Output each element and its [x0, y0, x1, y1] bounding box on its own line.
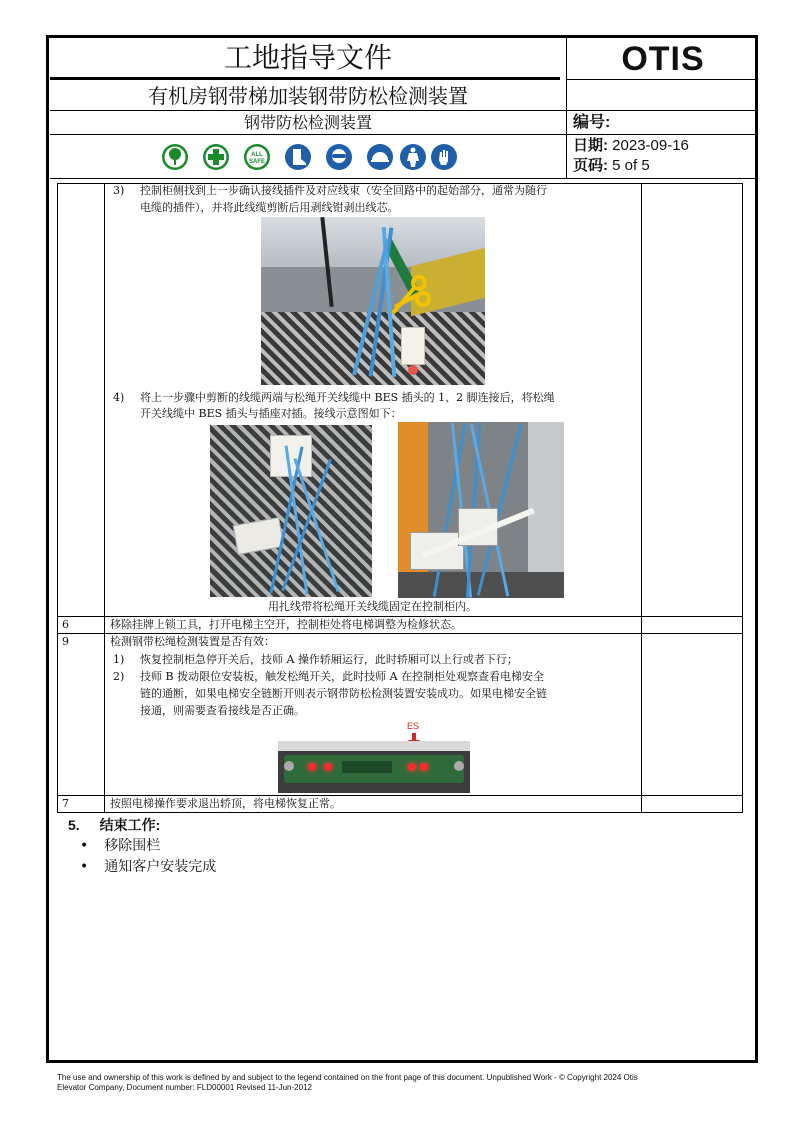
document-subtitle: 有机房钢带梯加装钢带防松检测装置	[148, 84, 468, 108]
row-7-number: 7	[62, 797, 69, 810]
section-5-bullet-list	[80, 836, 216, 878]
safety-goggles-icon	[325, 143, 353, 171]
date-value: 2023-09-16	[612, 137, 689, 154]
date-field	[573, 137, 689, 155]
svg-text:SAFE: SAFE	[248, 159, 266, 165]
row-9-sub-2-number: 2)	[113, 670, 125, 683]
environment-icon	[161, 143, 189, 171]
document-number-label: 编号:	[573, 114, 611, 131]
row-9-sub-2-line-1: 技师 B 拨动限位安装板，触发松绳开关，此时技师 A 在控制柜处观察查看电梯安全	[140, 670, 545, 683]
footer-line-2: Elevator Company, Document number: FLD00001 Revised 11-Jun-2012	[57, 1083, 312, 1092]
document-subtitle-2: 钢带防松检测装置	[243, 113, 372, 132]
section-5-title: 结束工作:	[99, 817, 161, 833]
row-9-number: 9	[62, 635, 69, 648]
coveralls-icon	[399, 143, 427, 171]
connector-photo-left	[210, 425, 372, 597]
bullet-icon: •	[80, 859, 89, 875]
step-3-line-1: 控制柜侧找到上一步确认接线插件及对应线束（安全回路中的起始部分，通常为随行	[140, 184, 547, 197]
es-board-photo	[278, 741, 470, 793]
svg-text:ALL: ALL	[251, 152, 263, 158]
row-9-sub-1: 恢复控制柜急停开关后，技师 A 操作轿厢运行，此时轿厢可以上行或者下行；	[140, 653, 518, 666]
row-9-sub-2-line-3: 接通，则需要查看接线是否正确。	[140, 704, 305, 717]
safety-boots-icon	[284, 143, 312, 171]
step-3-line-2: 电缆的插件），并将此线缆剪断后用剥线钳剥出线芯。	[140, 201, 399, 214]
gloves-icon	[430, 143, 458, 171]
first-aid-icon	[202, 143, 230, 171]
page-value: 5 of 5	[612, 157, 650, 174]
all-safe-icon	[243, 143, 271, 171]
section-5-heading	[68, 816, 160, 834]
section-5-number: 5.	[68, 817, 80, 833]
hard-hat-icon	[366, 143, 394, 171]
cable-cut-photo	[261, 217, 485, 385]
step-4-number: 4)	[113, 391, 125, 404]
date-label: 日期:	[573, 137, 608, 154]
es-label: ES	[407, 721, 420, 731]
row-7-text: 按照电梯操作要求退出轿顶，将电梯恢复正常。	[110, 797, 341, 810]
connector-photo-right	[398, 422, 564, 598]
row-6-text: 移除挂牌上锁工具，打开电梯主空开，控制柜处将电梯调整为检修状态。	[110, 618, 462, 631]
list-item: • 移除围栏	[80, 838, 161, 854]
footer-line-1: The use and ownership of this work is defined by and subject to the legend contained on the front page of this document. Unpublished Work - © Copyright 2024 Otis	[57, 1073, 638, 1082]
brand-logo: OTIS	[621, 40, 705, 78]
row-9-title: 检测钢带松绳检测装置是否有效：	[110, 635, 275, 648]
photo-caption: 用扎线带将松绳开关线缆固定在控制柜内。	[268, 600, 477, 613]
step-3-number: 3)	[113, 184, 125, 197]
page-label: 页码:	[573, 157, 608, 174]
list-item: • 通知客户安装完成	[80, 859, 217, 875]
step-4-line-2: 开关线缆中 BES 插头与插座对插。接线示意图如下：	[140, 407, 402, 420]
row-9-sub-1-number: 1)	[113, 653, 125, 666]
page-title: 工地指导文件	[223, 41, 392, 74]
row-9-sub-2-line-2: 链的通断，如果电梯安全链断开则表示钢带防松检测装置安装成功。如果电梯安全链	[140, 687, 547, 700]
row-6-number: 6	[62, 618, 69, 631]
step-4-line-1: 将上一步骤中剪断的线缆两端与松绳开关线缆中 BES 插头的 1、2 脚连接后，将松绳	[140, 391, 555, 404]
footer-legal	[57, 1073, 638, 1093]
page-field	[573, 157, 650, 175]
bullet-icon: •	[80, 838, 89, 854]
